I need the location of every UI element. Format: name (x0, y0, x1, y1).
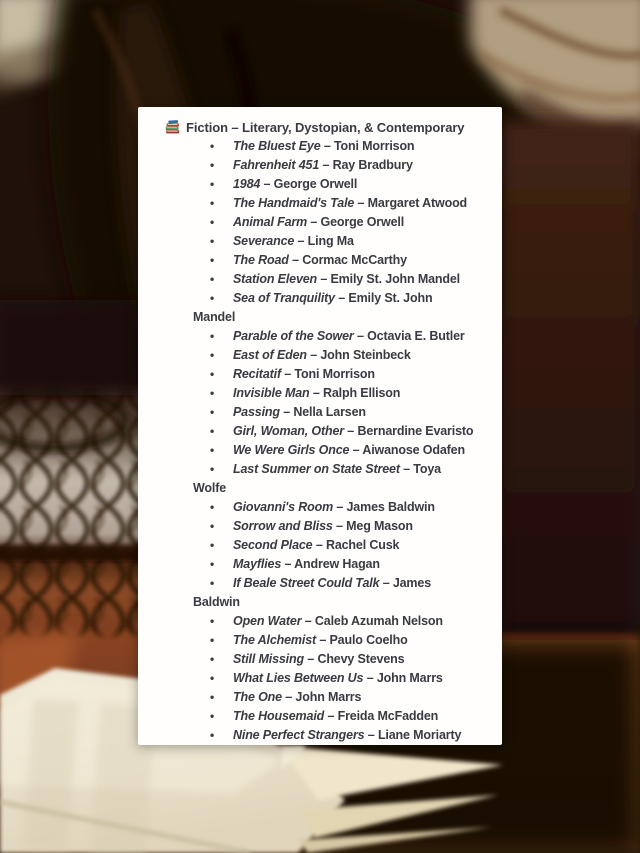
bullet-icon: • (210, 253, 215, 267)
book-item: • The Bluest Eye – Toni Morrison (138, 137, 502, 156)
bullet-icon: • (210, 709, 215, 723)
book-item: • We Were Girls Once – Aiwanose Odafen (138, 441, 502, 460)
list-title: Fiction – Literary, Dystopian, & Contemporary (186, 120, 465, 135)
book-item: • Invisible Man – Ralph Ellison (138, 384, 502, 403)
bullet-icon: • (210, 272, 215, 286)
book-item: • Animal Farm – George Orwell (138, 213, 502, 232)
book-item: • The Housemaid – Freida McFadden (138, 707, 502, 726)
book-item: • Severance – Ling Ma (138, 232, 502, 251)
book-list (138, 137, 502, 745)
bullet-icon: • (210, 728, 215, 742)
book-item-continuation: Baldwin (193, 595, 240, 609)
bullet-icon: • (210, 519, 215, 533)
book-item: • Still Missing – Chevy Stevens (138, 650, 502, 669)
bullet-icon: • (210, 576, 215, 590)
bullet-icon: • (210, 215, 215, 229)
book-item: • Girl, Woman, Other – Bernardine Evaristo (138, 422, 502, 441)
bullet-icon: • (210, 671, 215, 685)
bullet-icon: • (210, 386, 215, 400)
book-item: • Station Eleven – Emily St. John Mandel (138, 270, 502, 289)
book-list-card (138, 107, 502, 745)
book-item: • The Handmaid's Tale – Margaret Atwood (138, 194, 502, 213)
book-item: • Last Summer on State Street – Toya (138, 460, 502, 479)
book-item: • Giovanni's Room – James Baldwin (138, 498, 502, 517)
book-item: • Parable of the Sower – Octavia E. Butler (138, 327, 502, 346)
book-item: • What Lies Between Us – John Marrs (138, 669, 502, 688)
book-item: • The Alchemist – Paulo Coelho (138, 631, 502, 650)
bullet-icon: • (210, 234, 215, 248)
book-item: • Second Place – Rachel Cusk (138, 536, 502, 555)
book-item: • The One – John Marrs (138, 688, 502, 707)
list-header (165, 118, 494, 137)
bullet-icon: • (210, 196, 215, 210)
book-item: • Sea of Tranquility – Emily St. John (138, 289, 502, 308)
book-item: • Sorrow and Bliss – Meg Mason (138, 517, 502, 536)
book-item: • The Road – Cormac McCarthy (138, 251, 502, 270)
bullet-icon: • (210, 139, 215, 153)
book-item: • Open Water – Caleb Azumah Nelson (138, 612, 502, 631)
book-item-continuation: Wolfe (193, 481, 227, 495)
bullet-icon: • (210, 177, 215, 191)
bullet-icon: • (210, 652, 215, 666)
bullet-icon: • (210, 538, 215, 552)
bullet-icon: • (210, 424, 215, 438)
book-item: • Fahrenheit 451 – Ray Bradbury (138, 156, 502, 175)
bullet-icon: • (210, 405, 215, 419)
bullet-icon: • (210, 500, 215, 514)
book-item: • If Beale Street Could Talk – James (138, 574, 502, 593)
bullet-icon: • (210, 443, 215, 457)
bullet-icon: • (210, 367, 215, 381)
bullet-icon: • (210, 329, 215, 343)
bullet-icon: • (210, 690, 215, 704)
bullet-icon: • (210, 348, 215, 362)
book-item: • Mayflies – Andrew Hagan (138, 555, 502, 574)
book-item: • Passing – Nella Larsen (138, 403, 502, 422)
book-item-continuation: Mandel (193, 310, 236, 324)
bullet-icon: • (210, 633, 215, 647)
book-item: • Recitatif – Toni Morrison (138, 365, 502, 384)
bullet-icon: • (210, 462, 215, 476)
bullet-icon: • (210, 614, 215, 628)
book-item: • Nine Perfect Strangers – Liane Moriarty (138, 726, 502, 745)
bullet-icon: • (210, 158, 215, 172)
book-item: • 1984 – George Orwell (138, 175, 502, 194)
book-item: • East of Eden – John Steinbeck (138, 346, 502, 365)
bullet-icon: • (210, 291, 215, 305)
bullet-icon: • (210, 557, 215, 571)
